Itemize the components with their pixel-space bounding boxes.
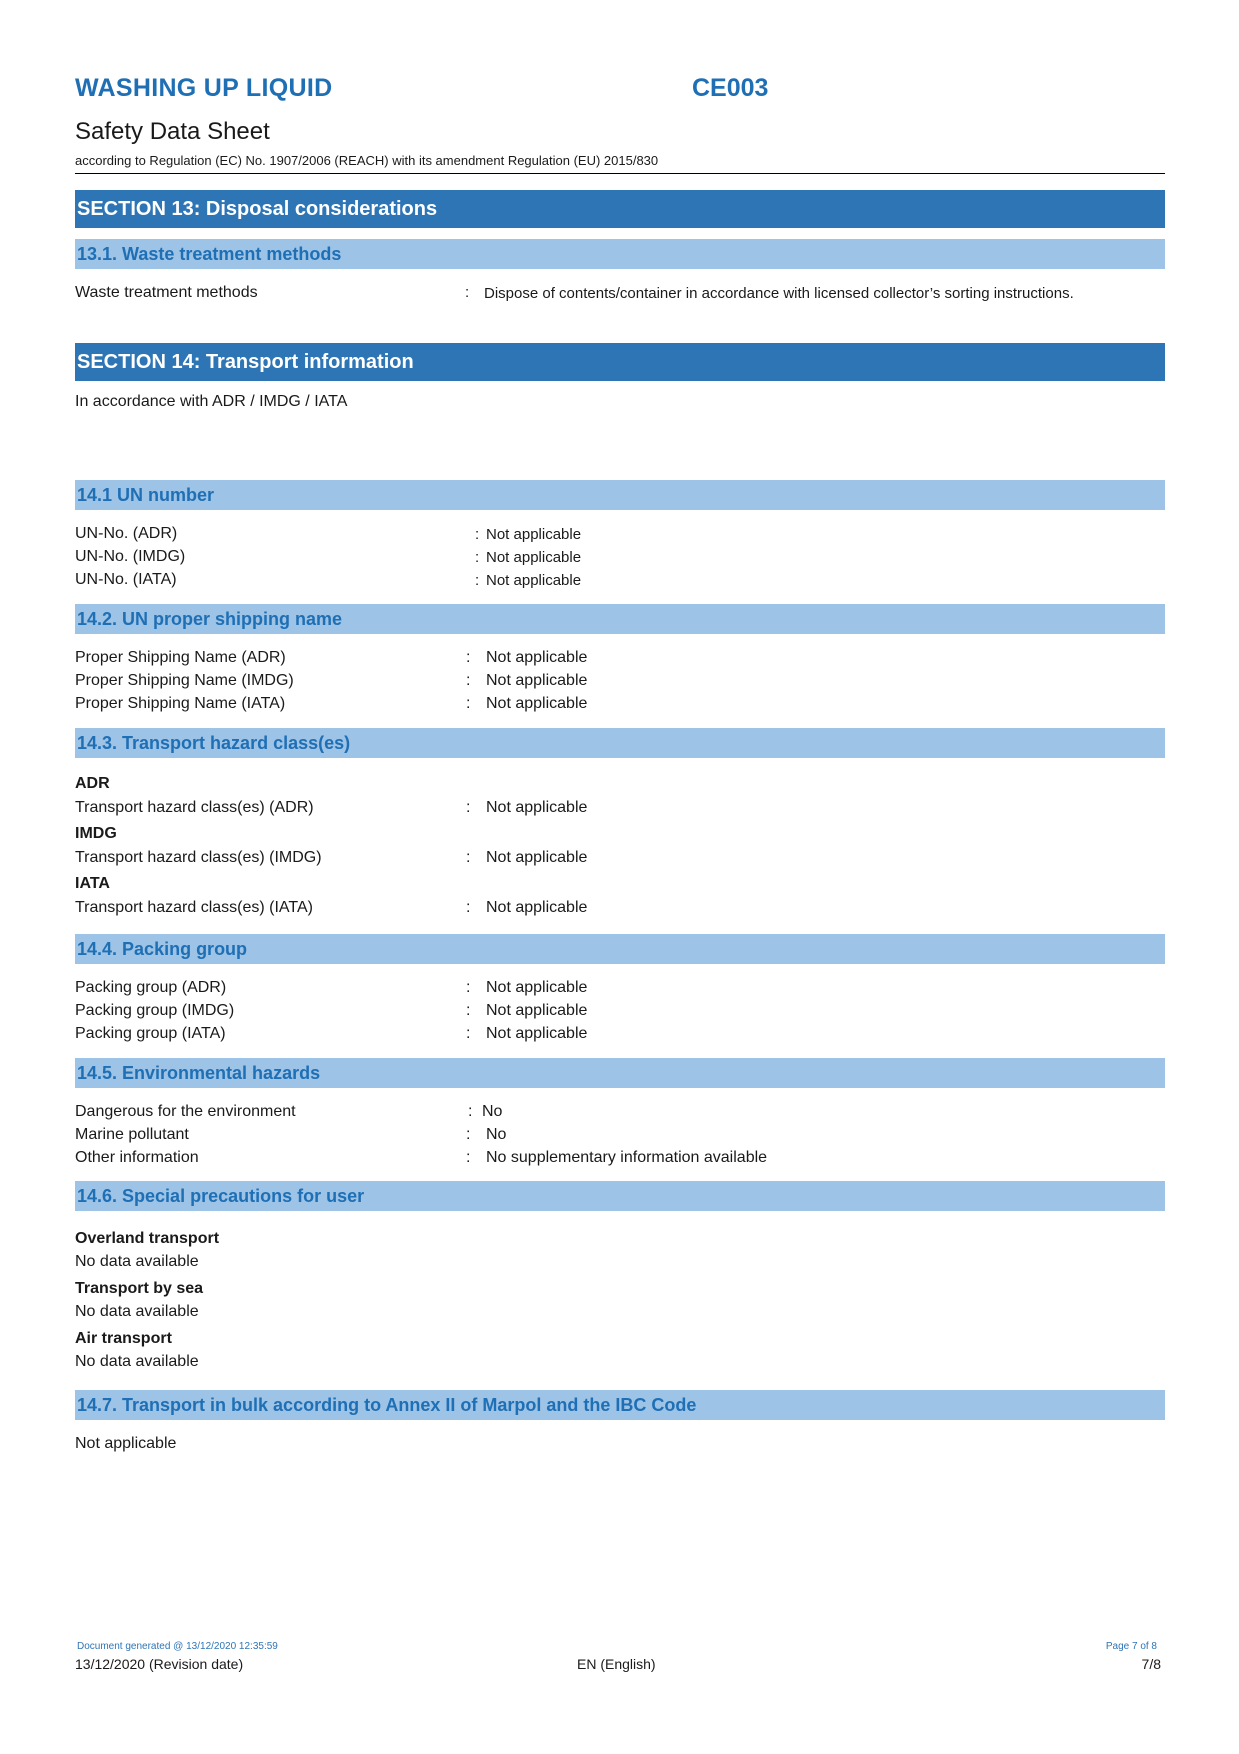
colon: : (466, 672, 471, 689)
subsection-14-2-header: 14.2. UN proper shipping name (75, 604, 1165, 634)
subsection-14-4-header: 14.4. Packing group (75, 934, 1165, 964)
un-no-adr-colon: : (475, 526, 480, 543)
product-name: WASHING UP LIQUID (75, 74, 333, 102)
bulk-transport-value: Not applicable (75, 1435, 177, 1452)
packing-group-adr-label: Packing group (ADR) (75, 979, 227, 996)
section-13-header: SECTION 13: Disposal considerations (75, 190, 1165, 228)
colon: : (466, 1149, 471, 1166)
subsection-13-1-header: 13.1. Waste treatment methods (75, 239, 1165, 269)
un-no-iata-colon: : (475, 572, 480, 589)
colon: : (466, 979, 471, 996)
un-no-imdg-value: Not applicable (486, 549, 582, 566)
transport-intro: In accordance with ADR / IMDG / IATA (75, 393, 348, 410)
generated-timestamp: Document generated @ 13/12/2020 12:35:59 (77, 1641, 278, 1652)
overland-transport-value: No data available (75, 1253, 199, 1270)
hazard-class-imdg-label: Transport hazard class(es) (IMDG) (75, 849, 322, 866)
shipping-name-iata-value: Not applicable (486, 695, 588, 712)
shipping-name-adr-label: Proper Shipping Name (ADR) (75, 649, 286, 666)
subsection-14-5-header: 14.5. Environmental hazards (75, 1058, 1165, 1088)
un-no-adr-label: UN-No. (ADR) (75, 525, 178, 542)
subsection-14-3-header: 14.3. Transport hazard class(es) (75, 728, 1165, 758)
colon: : (465, 284, 470, 301)
air-transport-value: No data available (75, 1353, 199, 1370)
marine-pollutant-value: No (486, 1126, 507, 1143)
colon: : (466, 1025, 471, 1042)
imdg-heading: IMDG (75, 825, 117, 842)
air-transport-heading: Air transport (75, 1330, 172, 1347)
subsection-14-6-header: 14.6. Special precautions for user (75, 1181, 1165, 1211)
un-no-adr-value: Not applicable (486, 526, 582, 543)
document-language: EN (English) (577, 1656, 656, 1672)
section-14-header: SECTION 14: Transport information (75, 343, 1165, 381)
header-divider (75, 173, 1165, 174)
dangerous-environment-value: No (482, 1103, 503, 1120)
subsection-14-1-header: 14.1 UN number (75, 480, 1165, 510)
un-no-imdg-colon: : (475, 549, 480, 566)
un-no-iata-value: Not applicable (486, 572, 582, 589)
hazard-class-adr-label: Transport hazard class(es) (ADR) (75, 799, 314, 816)
hazard-class-iata-value: Not applicable (486, 899, 588, 916)
colon: : (466, 695, 471, 712)
sea-transport-heading: Transport by sea (75, 1280, 204, 1297)
dangerous-environment-label: Dangerous for the environment (75, 1103, 296, 1120)
marine-pollutant-label: Marine pollutant (75, 1126, 189, 1143)
subsection-14-7-header: 14.7. Transport in bulk according to Annex II of Marpol and the IBC Code (75, 1390, 1165, 1420)
revision-date: 13/12/2020 (Revision date) (75, 1656, 244, 1672)
other-information-label: Other information (75, 1149, 199, 1166)
colon: : (466, 1126, 471, 1143)
colon: : (466, 849, 471, 866)
packing-group-imdg-label: Packing group (IMDG) (75, 1002, 235, 1019)
colon: : (466, 1002, 471, 1019)
waste-treatment-value: Dispose of contents/container in accordance with licensed collector’s sorting instructions. (484, 285, 1074, 302)
iata-heading: IATA (75, 875, 110, 892)
sea-transport-value: No data available (75, 1303, 199, 1320)
colon: : (466, 899, 471, 916)
document-title: Safety Data Sheet (75, 118, 270, 145)
overland-transport-heading: Overland transport (75, 1230, 220, 1247)
regulation-subtitle: according to Regulation (EC) No. 1907/2006 (REACH) with its amendment Regulation (EU) 2015/830 (75, 153, 659, 168)
shipping-name-imdg-value: Not applicable (486, 672, 588, 689)
colon: : (466, 799, 471, 816)
shipping-name-adr-value: Not applicable (486, 649, 588, 666)
packing-group-adr-value: Not applicable (486, 979, 588, 996)
packing-group-iata-label: Packing group (IATA) (75, 1025, 226, 1042)
hazard-class-iata-label: Transport hazard class(es) (IATA) (75, 899, 313, 916)
un-no-iata-label: UN-No. (IATA) (75, 571, 177, 588)
packing-group-imdg-value: Not applicable (486, 1002, 588, 1019)
page-label: Page 7 of 8 (1105, 1641, 1157, 1652)
un-no-imdg-label: UN-No. (IMDG) (75, 548, 186, 565)
other-information-value: No supplementary information available (486, 1149, 768, 1166)
shipping-name-iata-label: Proper Shipping Name (IATA) (75, 695, 286, 712)
product-code: CE003 (692, 74, 769, 102)
packing-group-iata-value: Not applicable (486, 1025, 588, 1042)
colon: : (468, 1103, 473, 1120)
hazard-class-imdg-value: Not applicable (486, 849, 588, 866)
adr-heading: ADR (75, 775, 110, 792)
shipping-name-imdg-label: Proper Shipping Name (IMDG) (75, 672, 294, 689)
waste-treatment-label: Waste treatment methods (75, 284, 258, 301)
hazard-class-adr-value: Not applicable (486, 799, 588, 816)
page-number: 7/8 (1141, 1656, 1161, 1672)
colon: : (466, 649, 471, 666)
